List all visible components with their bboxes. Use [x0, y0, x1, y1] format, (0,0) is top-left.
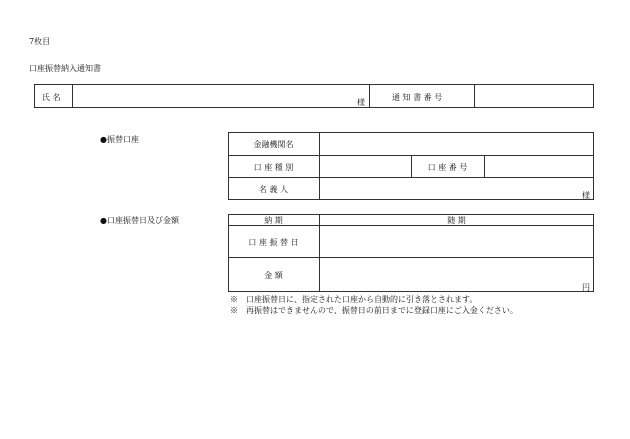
yen-suffix: 円: [582, 283, 590, 292]
period-header: 納 期: [264, 216, 283, 225]
name-label: 氏 名: [42, 93, 61, 102]
transfer-date-field[interactable]: [321, 227, 592, 256]
date-amount-section-heading: ●口座振替日及び金額: [100, 216, 179, 225]
name-field[interactable]: [74, 86, 366, 106]
installment-header: 随 期: [447, 216, 466, 225]
account-holder-field[interactable]: [321, 179, 581, 198]
bank-name-label: 金融機関名: [253, 140, 294, 149]
transfer-date-label: 口 座 振 替 日: [248, 238, 299, 247]
account-holder-label: 名 義 人: [258, 185, 289, 194]
account-number-label: 口 座 番 号: [427, 163, 468, 172]
account-type-field[interactable]: [321, 157, 409, 176]
name-suffix: 様: [357, 98, 365, 107]
amount-label: 金 額: [264, 271, 283, 280]
notice-number-label: 通 知 書 番 号: [392, 93, 443, 102]
account-type-label: 口 座 種 別: [253, 163, 294, 172]
page-label: 7枚目: [29, 37, 51, 46]
account-number-field[interactable]: [486, 157, 592, 176]
bank-name-field[interactable]: [321, 134, 592, 154]
note-1: ※ 口座振替日に、指定された口座から自動的に引き落とされます。: [230, 295, 478, 304]
amount-field[interactable]: [321, 259, 581, 290]
document-title: 口座振替納入通知書: [29, 64, 101, 73]
account-section-heading: ●振替口座: [100, 135, 139, 144]
note-2: ※ 再振替はできませんので、振替日の前日までに登録口座にご入金ください。: [230, 306, 518, 315]
holder-suffix: 様: [582, 191, 590, 200]
notice-number-field[interactable]: [476, 86, 592, 106]
